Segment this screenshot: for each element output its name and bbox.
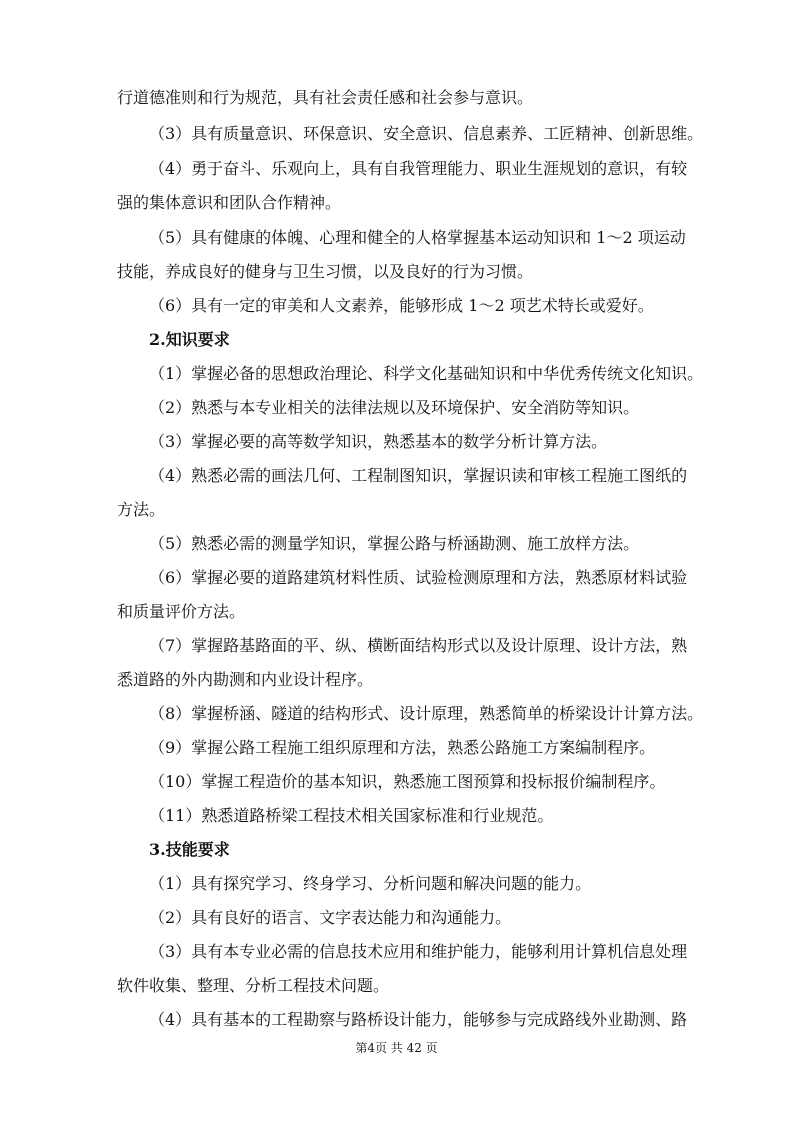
list-item: （1）具有探究学习、终身学习、分析问题和解决问题的能力。 xyxy=(149,874,592,893)
list-item: （3）掌握必要的高等数学知识，熟悉基本的数学分析计算方法。 xyxy=(149,432,608,451)
list-item: （6）掌握必要的道路建筑材料性质、试验检测原理和方法，熟悉原材料试验 xyxy=(149,568,688,587)
list-item: （10）掌握工程造价的基本知识，熟悉施工图预算和投标报价编制程序。 xyxy=(149,772,666,791)
list-item: （5）具有健康的体魄、心理和健全的人格掌握基本运动知识和 1～2 项运动 xyxy=(149,228,686,247)
list-item: （4）熟悉必需的画法几何、工程制图知识，掌握识读和审核工程施工图纸的 xyxy=(149,466,688,485)
list-item: （7）掌握路基路面的平、纵、横断面结构形式以及设计原理、设计方法，熟 xyxy=(149,636,688,655)
list-item: （4）勇于奋斗、乐观向上，具有自我管理能力、职业生涯规划的意识，有较 xyxy=(149,159,688,178)
list-item: （6）具有一定的审美和人文素养，能够形成 1～2 项艺术特长或爱好。 xyxy=(149,296,654,315)
list-item: （4）具有基本的工程勘察与路桥设计能力，能够参与完成路线外业勘测、路 xyxy=(149,1010,688,1029)
text-line: 和质量评价方法。 xyxy=(117,602,246,621)
list-item: （8）掌握桥涵、隧道的结构形式、设计原理，熟悉简单的桥梁设计计算方法。 xyxy=(149,704,704,723)
section-heading: 3.技能要求 xyxy=(149,840,230,859)
text-line: 方法。 xyxy=(117,500,166,519)
text-line: 技能，养成良好的健身与卫生习惯，以及良好的行为习惯。 xyxy=(117,262,534,281)
section-heading: 2.知识要求 xyxy=(149,330,230,349)
text-line: 强的集体意识和团队合作精神。 xyxy=(117,193,342,212)
list-item: （5）熟悉必需的测量学知识，掌握公路与桥涵勘测、施工放样方法。 xyxy=(149,534,640,553)
list-item: （9）掌握公路工程施工组织原理和方法，熟悉公路施工方案编制程序。 xyxy=(149,738,656,757)
list-item: （3）具有质量意识、环保意识、安全意识、信息素养、工匠精神、创新思维。 xyxy=(149,124,704,143)
text-line: 行道德准则和行为规范，具有社会责任感和社会参与意识。 xyxy=(117,88,534,107)
list-item: （2）具有良好的语言、文字表达能力和沟通能力。 xyxy=(149,908,512,927)
list-item: （1）掌握必备的思想政治理论、科学文化基础知识和中华优秀传统文化知识。 xyxy=(149,364,704,383)
text-line: 悉道路的外内勘测和内业设计程序。 xyxy=(117,670,374,689)
page-footer: 第4页 共 42 页 xyxy=(355,1041,438,1055)
list-item: （3）具有本专业必需的信息技术应用和维护能力，能够利用计算机信息处理 xyxy=(149,942,688,961)
list-item: （2）熟悉与本专业相关的法律法规以及环境保护、安全消防等知识。 xyxy=(149,398,640,417)
list-item: （11）熟悉道路桥梁工程技术相关国家标准和行业规范。 xyxy=(149,806,554,825)
text-line: 软件收集、整理、分析工程技术问题。 xyxy=(117,976,390,995)
